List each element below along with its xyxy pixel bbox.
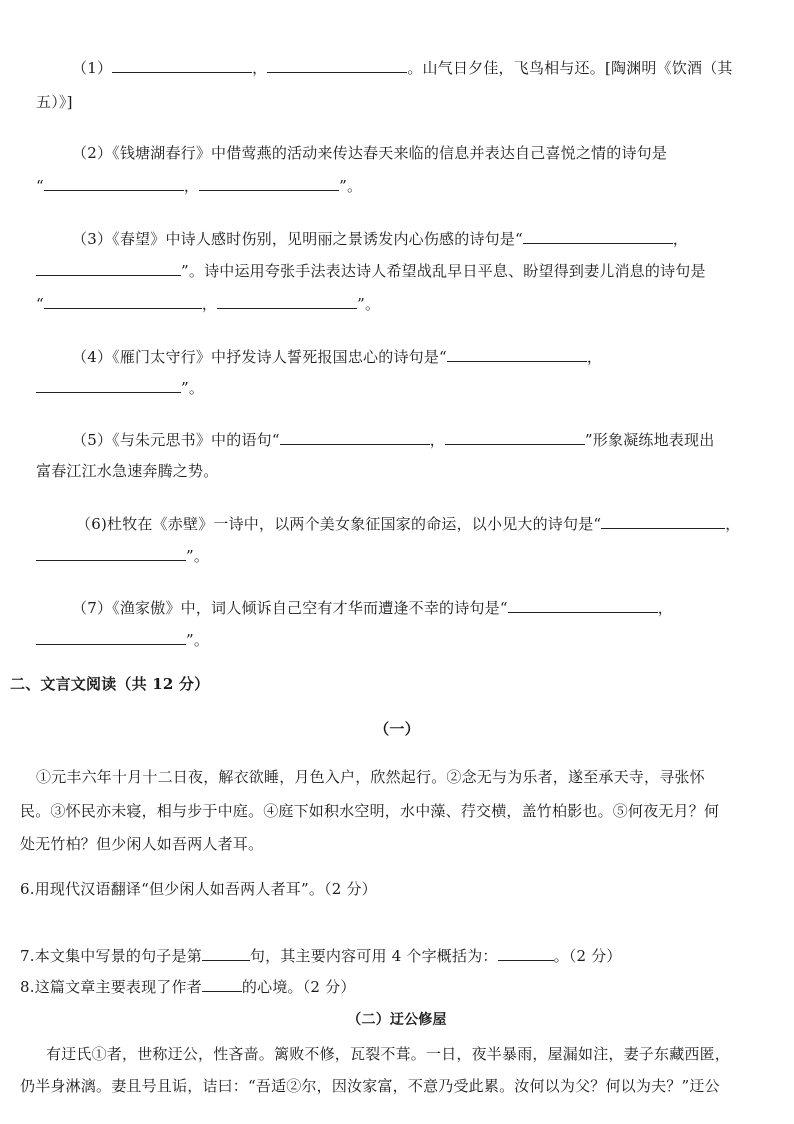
reading-question-8: 8.这篇文章主要表现了作者 的心境。（2 分） xyxy=(20,978,356,996)
answer-blank[interactable] xyxy=(202,977,242,992)
answer-blank[interactable] xyxy=(36,630,186,645)
answer-blank[interactable] xyxy=(36,261,181,276)
answer-blank[interactable] xyxy=(112,58,252,73)
answer-blank[interactable] xyxy=(44,294,202,309)
answer-blank[interactable] xyxy=(508,598,658,613)
separator: ， xyxy=(252,59,268,77)
passage-1-line: ①元丰六年十月十二日夜，解衣欲睡，月色入户，欣然起行。②念无与为乐者，遂至承天寺，寻张怀 xyxy=(36,768,705,786)
answer-blank[interactable] xyxy=(217,294,357,309)
passage-1-line: 民。③怀民亦未寝，相与步于中庭。④庭下如积水空明，水中藻、荇交横，盖竹柏影也。⑤何夜无月？何 xyxy=(20,802,720,820)
answer-blank[interactable] xyxy=(36,546,186,561)
question-6-line-2: ”。 xyxy=(36,546,209,566)
passage-2-title: （二）迂公修屋 xyxy=(347,1012,447,1028)
answer-blank[interactable] xyxy=(445,430,585,445)
answer-blank[interactable] xyxy=(498,946,554,961)
section-heading: 二、文言文阅读（共 12 分） xyxy=(10,675,210,693)
question-5-line-1: （5）《与朱元思书》中的语句“ ， ”形象凝练地表现出 xyxy=(72,431,715,449)
passage-2-line: 仍半身淋漓。妻且号且诟，诘曰：“吾适②尔，因汝家富，不意乃受此累。汝何以为父？何以为夫？”迂公 xyxy=(20,1077,720,1095)
answer-blank[interactable] xyxy=(447,347,587,362)
answer-blank[interactable] xyxy=(202,946,250,961)
reading-question-6: 6.用现代汉语翻译“但少闲人如吾两人者耳”。（2 分） xyxy=(20,880,377,898)
answer-blank[interactable] xyxy=(44,176,184,191)
passage-2-line: 有迂氏①者，世称迂公，性吝啬。篱败不修，瓦裂不葺。一日，夜半暴雨，屋漏如注，妻子东藏西匿， xyxy=(46,1045,731,1063)
question-4-line-2: ”。 xyxy=(36,378,204,398)
answer-blank[interactable] xyxy=(199,176,339,191)
question-number: （1） xyxy=(72,59,113,77)
question-6-line-1: （6)杜牧在《赤壁》一诗中，以两个美女象征国家的命运，以小见大的诗句是“ ， xyxy=(76,515,741,533)
question-1-line-2: 五）》] xyxy=(36,93,73,111)
question-text: 。山气日夕佳，飞鸟相与还。[陶渊明《饮酒（其 xyxy=(407,59,733,77)
answer-blank[interactable] xyxy=(36,378,181,393)
question-4-line-1: （4）《雁门太守行》中抒发诗人誓死报国忠心的诗句是“ ， xyxy=(72,348,603,366)
question-5-line-2: 富春江江水急速奔腾之势。 xyxy=(36,462,219,480)
question-2-line-2: “ ， ”。 xyxy=(36,177,363,195)
answer-blank[interactable] xyxy=(601,514,725,529)
question-3-line-2: ”。诗中运用夸张手法表达诗人希望战乱早日平息、盼望得到妻儿消息的诗句是 xyxy=(36,261,706,281)
reading-question-7: 7.本文集中写景的句子是第 句，其主要内容可用 4 个字概括为： 。（2 分） xyxy=(20,947,622,965)
question-1-line-1 xyxy=(72,58,733,78)
question-7-line-1: （7）《渔家傲》中，词人倾诉自己空有才华而遭逢不幸的诗句是“ ， xyxy=(72,599,673,617)
question-7-line-2: ”。 xyxy=(36,630,209,650)
passage-1-title: （一） xyxy=(374,720,420,738)
answer-blank[interactable] xyxy=(280,430,430,445)
answer-blank[interactable] xyxy=(267,58,407,73)
answer-blank[interactable] xyxy=(523,229,673,244)
question-3-line-1: （3）《春望》中诗人感时伤别，见明丽之景诱发内心伤感的诗句是“ ， xyxy=(72,230,689,248)
question-3-line-3: “ ， ”。 xyxy=(36,295,381,313)
passage-1-line: 处无竹柏？但少闲人如吾两人者耳。 xyxy=(20,835,264,853)
question-2-line-1: （2）《钱塘湖春行》中借莺燕的活动来传达春天来临的信息并表达自己喜悦之情的诗句是 xyxy=(72,144,668,162)
